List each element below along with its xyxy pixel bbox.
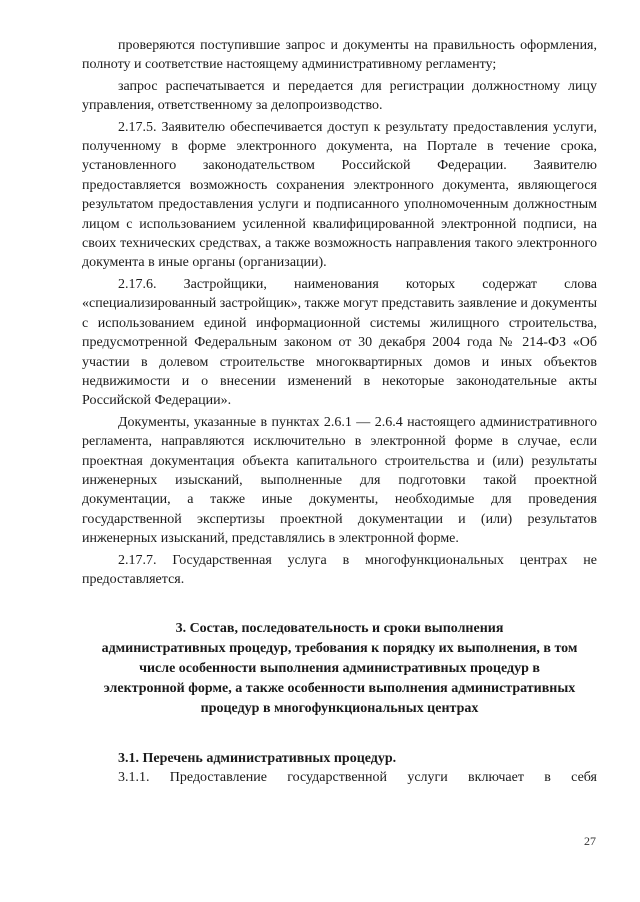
section-heading-line-4: электронной форме, а также особенности выполнения административных [103,681,576,697]
section-heading-line-1: 3. Состав, последовательность и сроки выполнения [175,621,504,637]
page-number: 27 [584,834,596,848]
subsection-heading: 3.1. Перечень административных процедур. [118,751,397,767]
paragraph-2-17-5: 2.17.5. Заявителю обеспечивается доступ к результату предоставления услуги, полученному в форме электронного документа, на Портале в течение срока, установленного законодательством Российской Федерации. Заявителю предоставляется возможность сохранения электронного документа, являющегося результатом предоставления услуги и подписанного уполномоченным должностным лицом с использованием усиленной квалифицированной электронной подписи, на своих технических средствах, а также возможность направления такого электронного документа в иные органы (организации). [82,119,597,271]
section-heading [82,619,597,719]
paragraph-1: проверяются поступившие запрос и документы на правильность оформления, полноту и соответствие настоящему административному регламенту; [82,38,597,73]
paragraph-documents: Документы, указанные в пунктах 2.6.1 — 2.6.4 настоящего административного регламента, направляются исключительно в электронной форме в случае, если проектная документация объекта капитального строительства и (или) результаты инженерных изысканий, выполненные для подготовки такой проектной документации, а также иные документы, необходимые для проведения государственной экспертизы проектной документации и (или) результатов инженерных изысканий, представлялись в электронной форме. [82,414,597,547]
section-heading-line-5: процедур в многофункциональных центрах [200,701,479,717]
paragraph-2: запрос распечатывается и передается для регистрации должностному лицу управления, ответственному за делопроизводство. [82,78,597,114]
document-page [82,36,597,790]
paragraph-2-17-7: 2.17.7. Государственная услуга в многофункциональных центрах не предоставляется. [82,552,597,587]
paragraph-2-17-6: 2.17.6. Застройщики, наименования которых содержат слова «специализированный застройщик», также могут представить заявление и документы с использованием единой информационной системы жилищного строительства, предусмотренной Федеральным законом от 30 декабря 2004 года № 214-ФЗ «Об участии в долевом строительстве многоквартирных домов и иных объектов недвижимости и о внесении изменений в некоторые законодательные акты Российской Федерации». [82,276,597,409]
paragraph-3-1-1: 3.1.1. Предоставление государственной услуги включает в себя [118,770,597,786]
section-heading-line-2: административных процедур, требования к порядку их выполнения, в том [101,641,578,657]
section-heading-line-3: числе особенности выполнения административных процедур в [139,661,540,677]
